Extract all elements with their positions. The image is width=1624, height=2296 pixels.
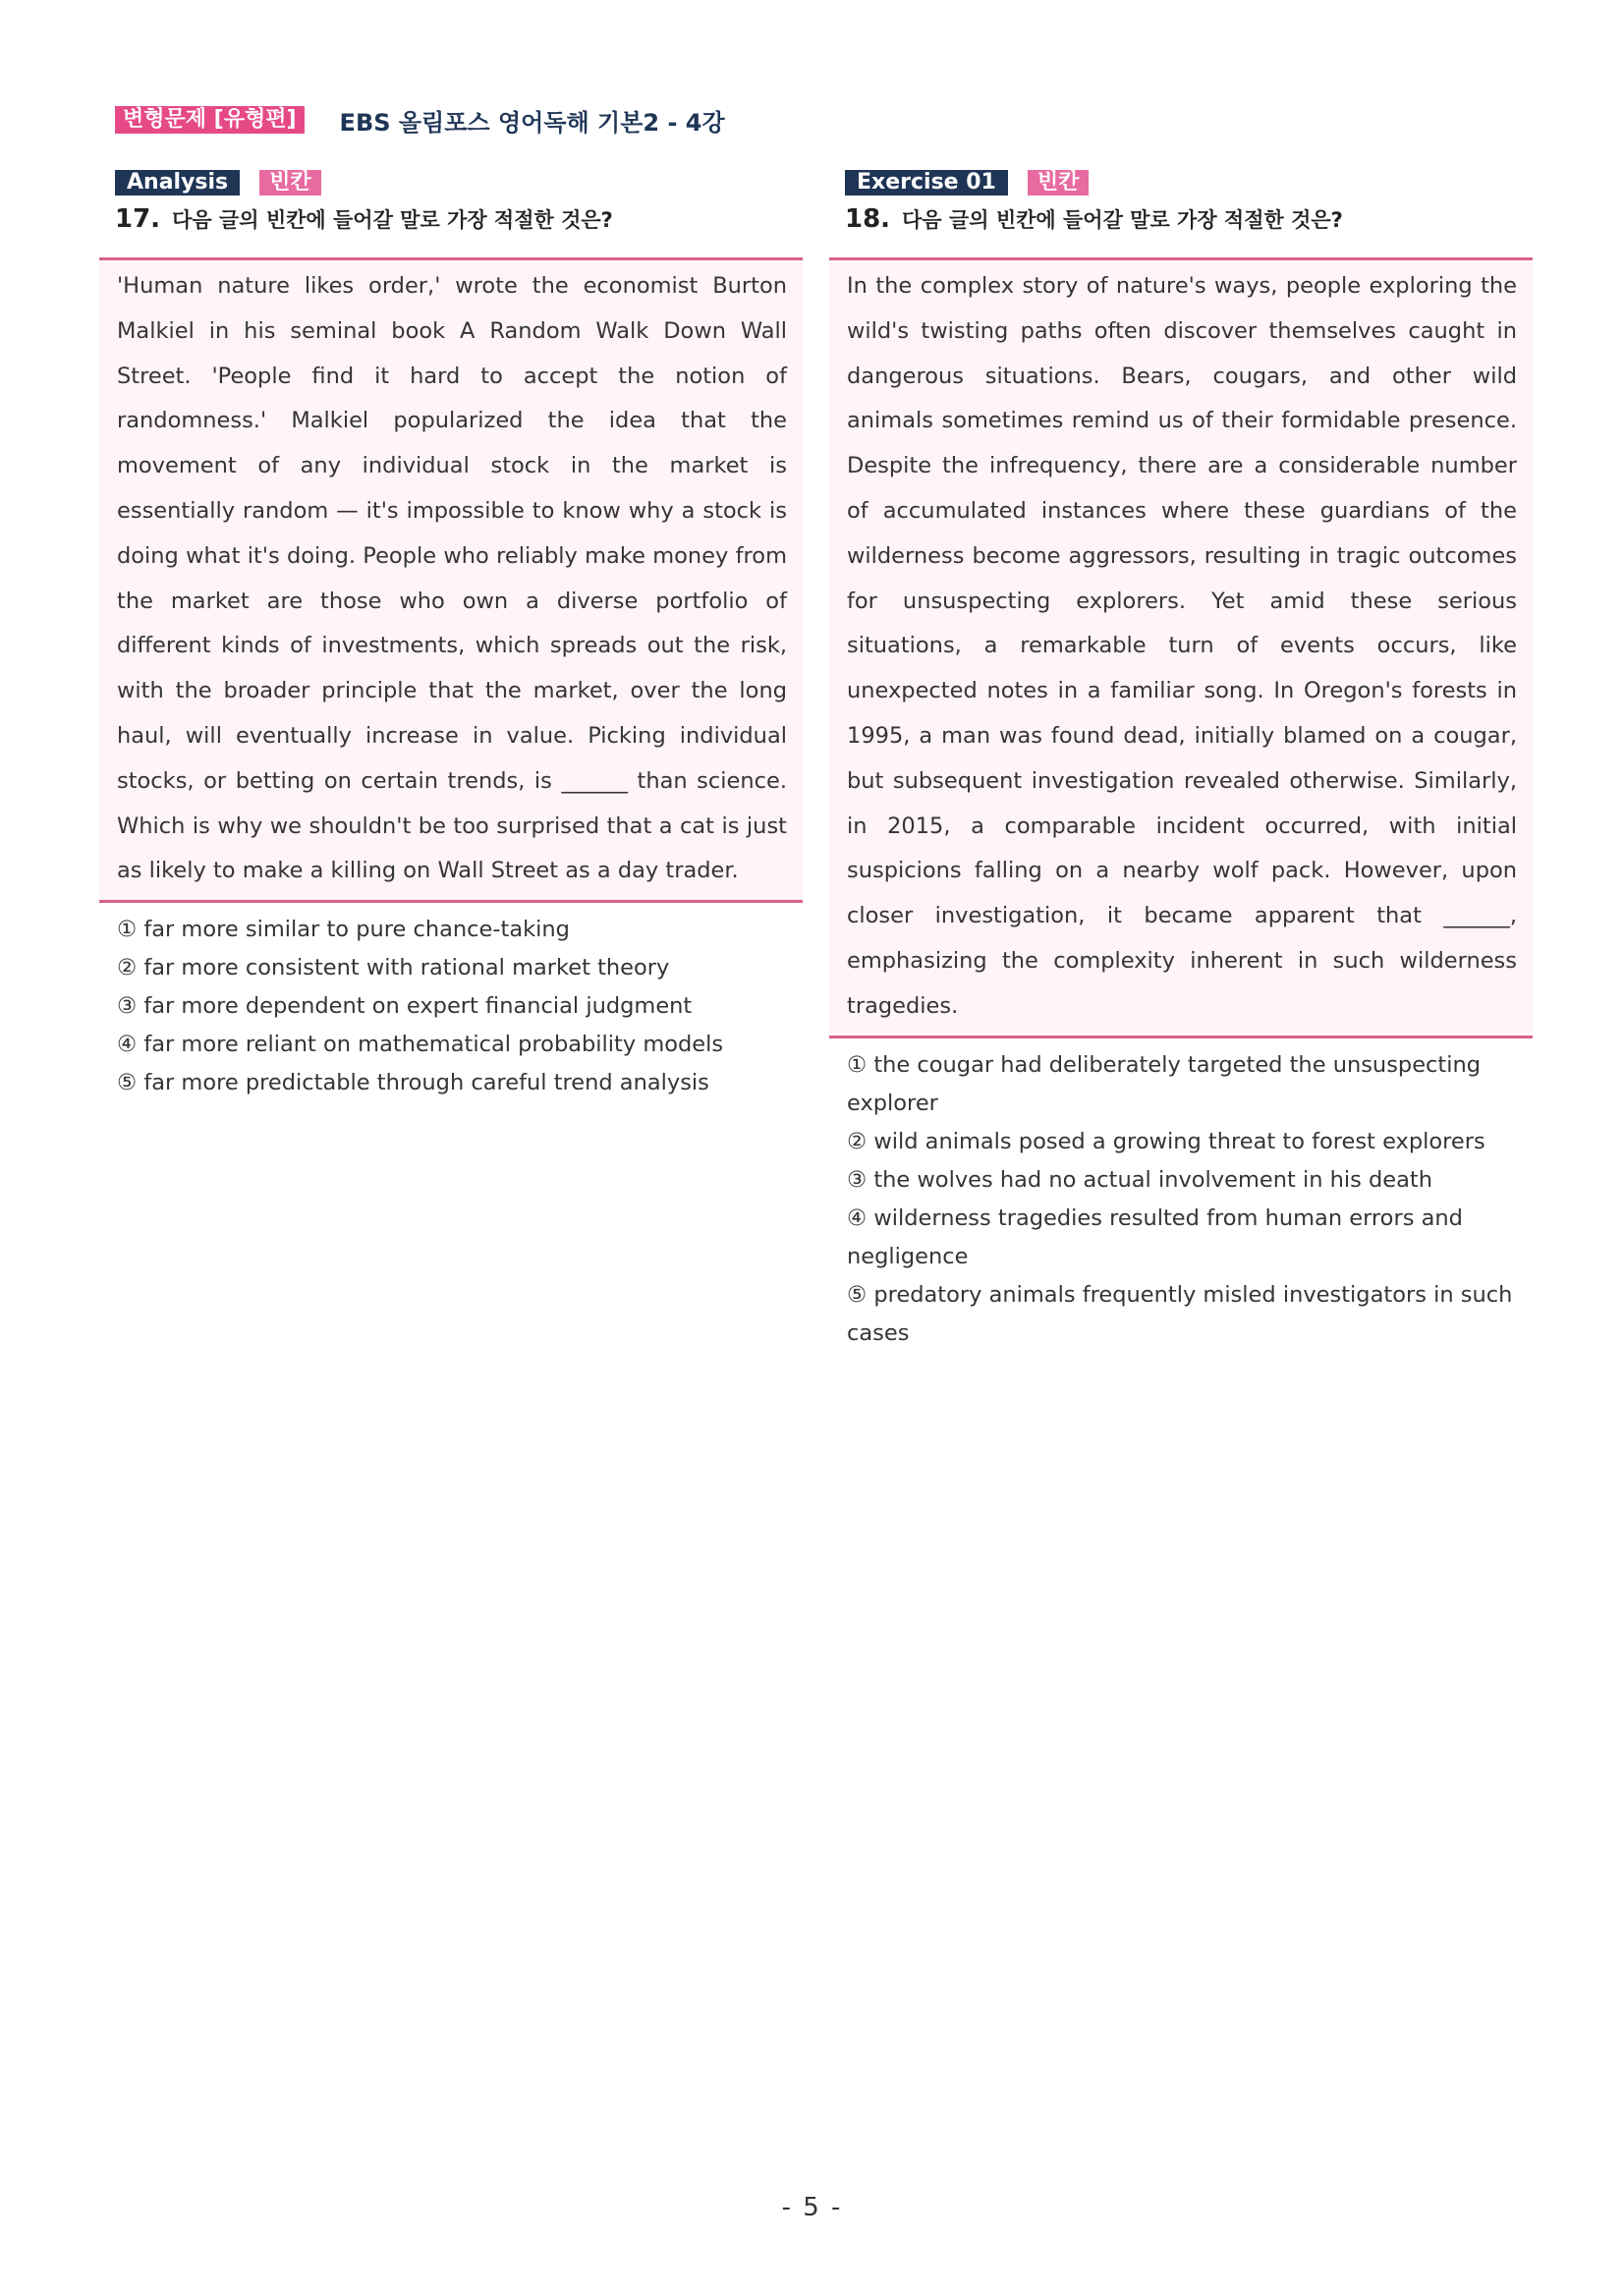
- question-number: 17.: [115, 204, 161, 234]
- workbook-title: EBS 올림포스 영어독해 기본2 - 4강: [339, 108, 725, 137]
- exercise-label: Exercise 01: [845, 170, 1008, 196]
- answer-choice-3: ③ far more dependent on expert financial judgment: [117, 993, 693, 1020]
- answer-choice-1: ① far more similar to pure chance-taking: [117, 917, 570, 943]
- question-18-choices: [829, 1046, 1533, 1353]
- question-18-column: [829, 169, 1533, 1353]
- answer-choice-5: ⑤ far more predictable through careful trend analysis: [117, 1070, 709, 1096]
- question-18-prompt: [845, 204, 1533, 244]
- analysis-label: Analysis: [115, 170, 240, 196]
- page-number: - 5 -: [781, 2193, 843, 2222]
- question-type-tag: 빈칸: [259, 170, 321, 196]
- answer-choice-1: ① the cougar had deliberately targeted the unsuspecting explorer: [847, 1051, 1482, 1116]
- question-17-choices: [99, 911, 803, 1102]
- answer-choice-5: ⑤ predatory animals frequently misled investigators in such cases: [847, 1281, 1513, 1346]
- question-18-passage: [829, 257, 1533, 1038]
- question-17-passage: [99, 257, 803, 903]
- page-header: [115, 105, 725, 135]
- passage-text: In the complex story of nature's ways, people exploring the wild's twisting paths often discover themselves caught in dangerous situations. Bears, cougars, and other wild animals sometimes remind us of their formidable presence. Despite the infrequency, there are a considerable number of accumulated instances where these guardians of the wilderness become aggressors, resulting in tragic outcomes for unsuspecting explorers. Yet amid these serious situations, a remarkable turn of events occurs, like unexpected notes in a familiar song. In Oregon's forests in 1995, a man was found dead, initially blamed on a cougar, but subsequent investigation revealed otherwise. Similarly, in 2015, a comparable incident occurred, with initial suspicions falling on a nearby wolf pack. However, upon closer investigation, it became apparent that ______, emphasizing the complexity inherent in such wilderness tragedies.: [847, 273, 1517, 1019]
- question-text: 다음 글의 빈칸에 들어갈 말로 가장 적절한 것은?: [172, 208, 613, 232]
- answer-choice-2: ② far more consistent with rational market theory: [117, 955, 670, 981]
- question-17-prompt: [115, 204, 803, 244]
- answer-choice-4: ④ wilderness tragedies resulted from human errors and negligence: [847, 1204, 1463, 1269]
- question-17-column: [99, 169, 803, 1102]
- answer-choice-2: ② wild animals posed a growing threat to forest explorers: [847, 1128, 1485, 1154]
- answer-choice-3: ③ the wolves had no actual involvement in his death: [847, 1166, 1432, 1193]
- question-text: 다음 글의 빈칸에 들어갈 말로 가장 적절한 것은?: [902, 208, 1343, 232]
- passage-text: 'Human nature likes order,' wrote the economist Burton Malkiel in his seminal book A Random Walk Down Wall Street. 'People find it hard to accept the notion of randomness.' Malkiel popularized the idea that the movement of any individual stock in the market is essentially random — it's impossible to know why a stock is doing what it's doing. People who reliably make money from the market are those who own a diverse portfolio of different kinds of investments, which spreads out the risk, with the broader principle that the market, over the long haul, will eventually increase in value. Picking individual stocks, or betting on certain trends, is ______ than science. Which is why we shouldn't be too surprised that a cat is just as likely to make a killing on Wall Street as a day trader.: [117, 273, 787, 884]
- question-number: 18.: [845, 204, 891, 234]
- question-18-labels: [845, 169, 1533, 196]
- question-type-tag: 빈칸: [1028, 170, 1090, 196]
- workbook-tag: 변형문제 [유형편]: [115, 106, 305, 134]
- answer-choice-4: ④ far more reliant on mathematical probability models: [117, 1032, 724, 1058]
- question-17-labels: [115, 169, 803, 196]
